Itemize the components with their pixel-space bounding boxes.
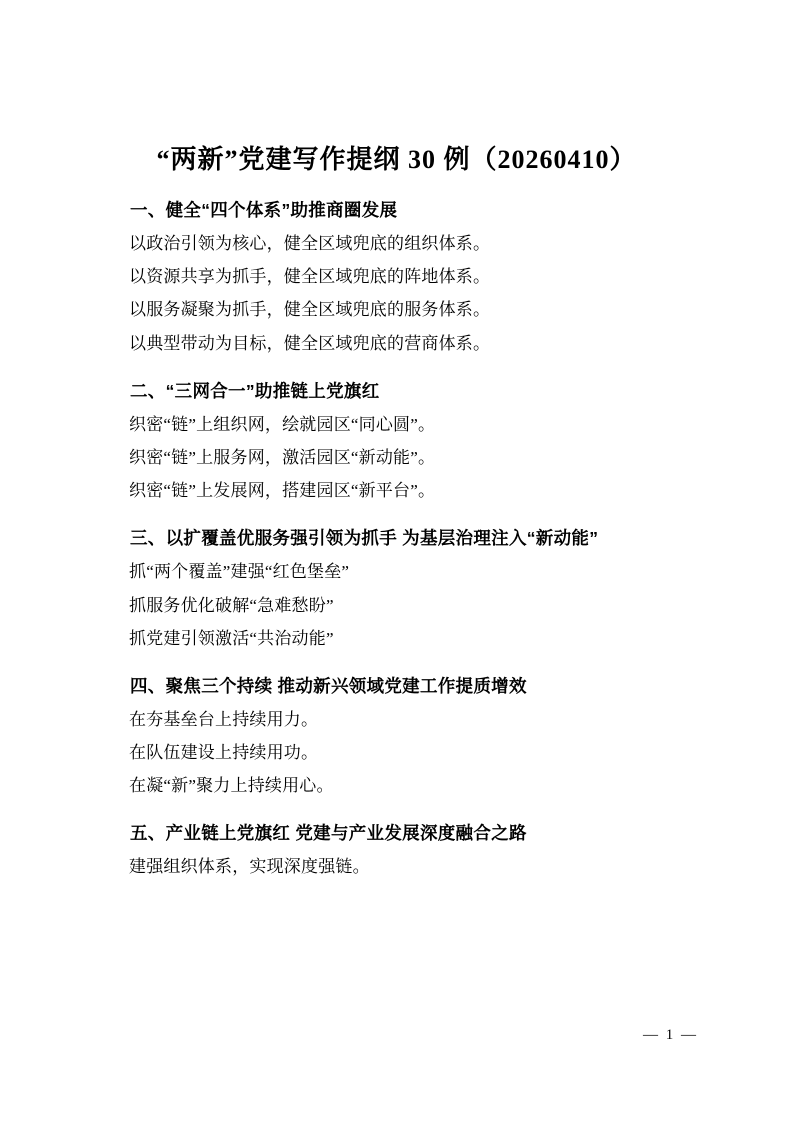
body-line: 织密“链”上组织网，绘就园区“同心圆”。 — [129, 414, 436, 434]
section-heading: 二、“三网合一”助推链上党旗红 — [130, 380, 380, 401]
page-title: “两新”党建写作提纲 30 例（20260410） — [156, 145, 637, 174]
body-line: 以资源共享为抓手，健全区域兜底的阵地体系。 — [129, 267, 491, 287]
body-line: 在夯基垒台上持续用力。 — [129, 709, 319, 729]
body-line: 建强组织体系，实现深度强链。 — [129, 857, 370, 877]
section-1 — [95, 193, 698, 360]
body-line: 在凝“新”聚力上持续用心。 — [129, 776, 334, 796]
body-line: 抓“两个覆盖”建强“红色堡垒” — [129, 562, 350, 582]
page-number: — 1 — — [643, 1027, 698, 1043]
body-line: 在队伍建设上持续用功。 — [129, 743, 319, 763]
body-line: 织密“链”上服务网，激活园区“新动能”。 — [129, 447, 436, 467]
section-heading: 四、聚焦三个持续 推动新兴领域党建工作提质增效 — [130, 675, 527, 696]
section-heading: 一、健全“四个体系”助推商圈发展 — [130, 200, 398, 220]
section-3 — [95, 521, 698, 655]
body-line: 织密“链”上发展网，搭建园区“新平台”。 — [129, 481, 436, 501]
body-line: 以政治引领为核心，健全区域兜底的组织体系。 — [129, 234, 491, 254]
section-heading: 三、以扩覆盖优服务强引领为抓手 为基层治理注入“新动能” — [130, 528, 599, 549]
section-heading: 五、产业链上党旗红 党建与产业发展深度融合之路 — [130, 823, 527, 844]
section-5 — [95, 816, 698, 883]
body-line: 抓服务优化破解“急难愁盼” — [129, 595, 334, 615]
section-4 — [95, 669, 698, 803]
section-2 — [95, 374, 698, 508]
body-line: 抓党建引领激活“共治动能” — [129, 628, 334, 648]
body-line: 以典型带动为目标，健全区域兜底的营商体系。 — [129, 333, 491, 353]
body-line: 以服务凝聚为抓手，健全区域兜底的服务体系。 — [129, 300, 491, 320]
